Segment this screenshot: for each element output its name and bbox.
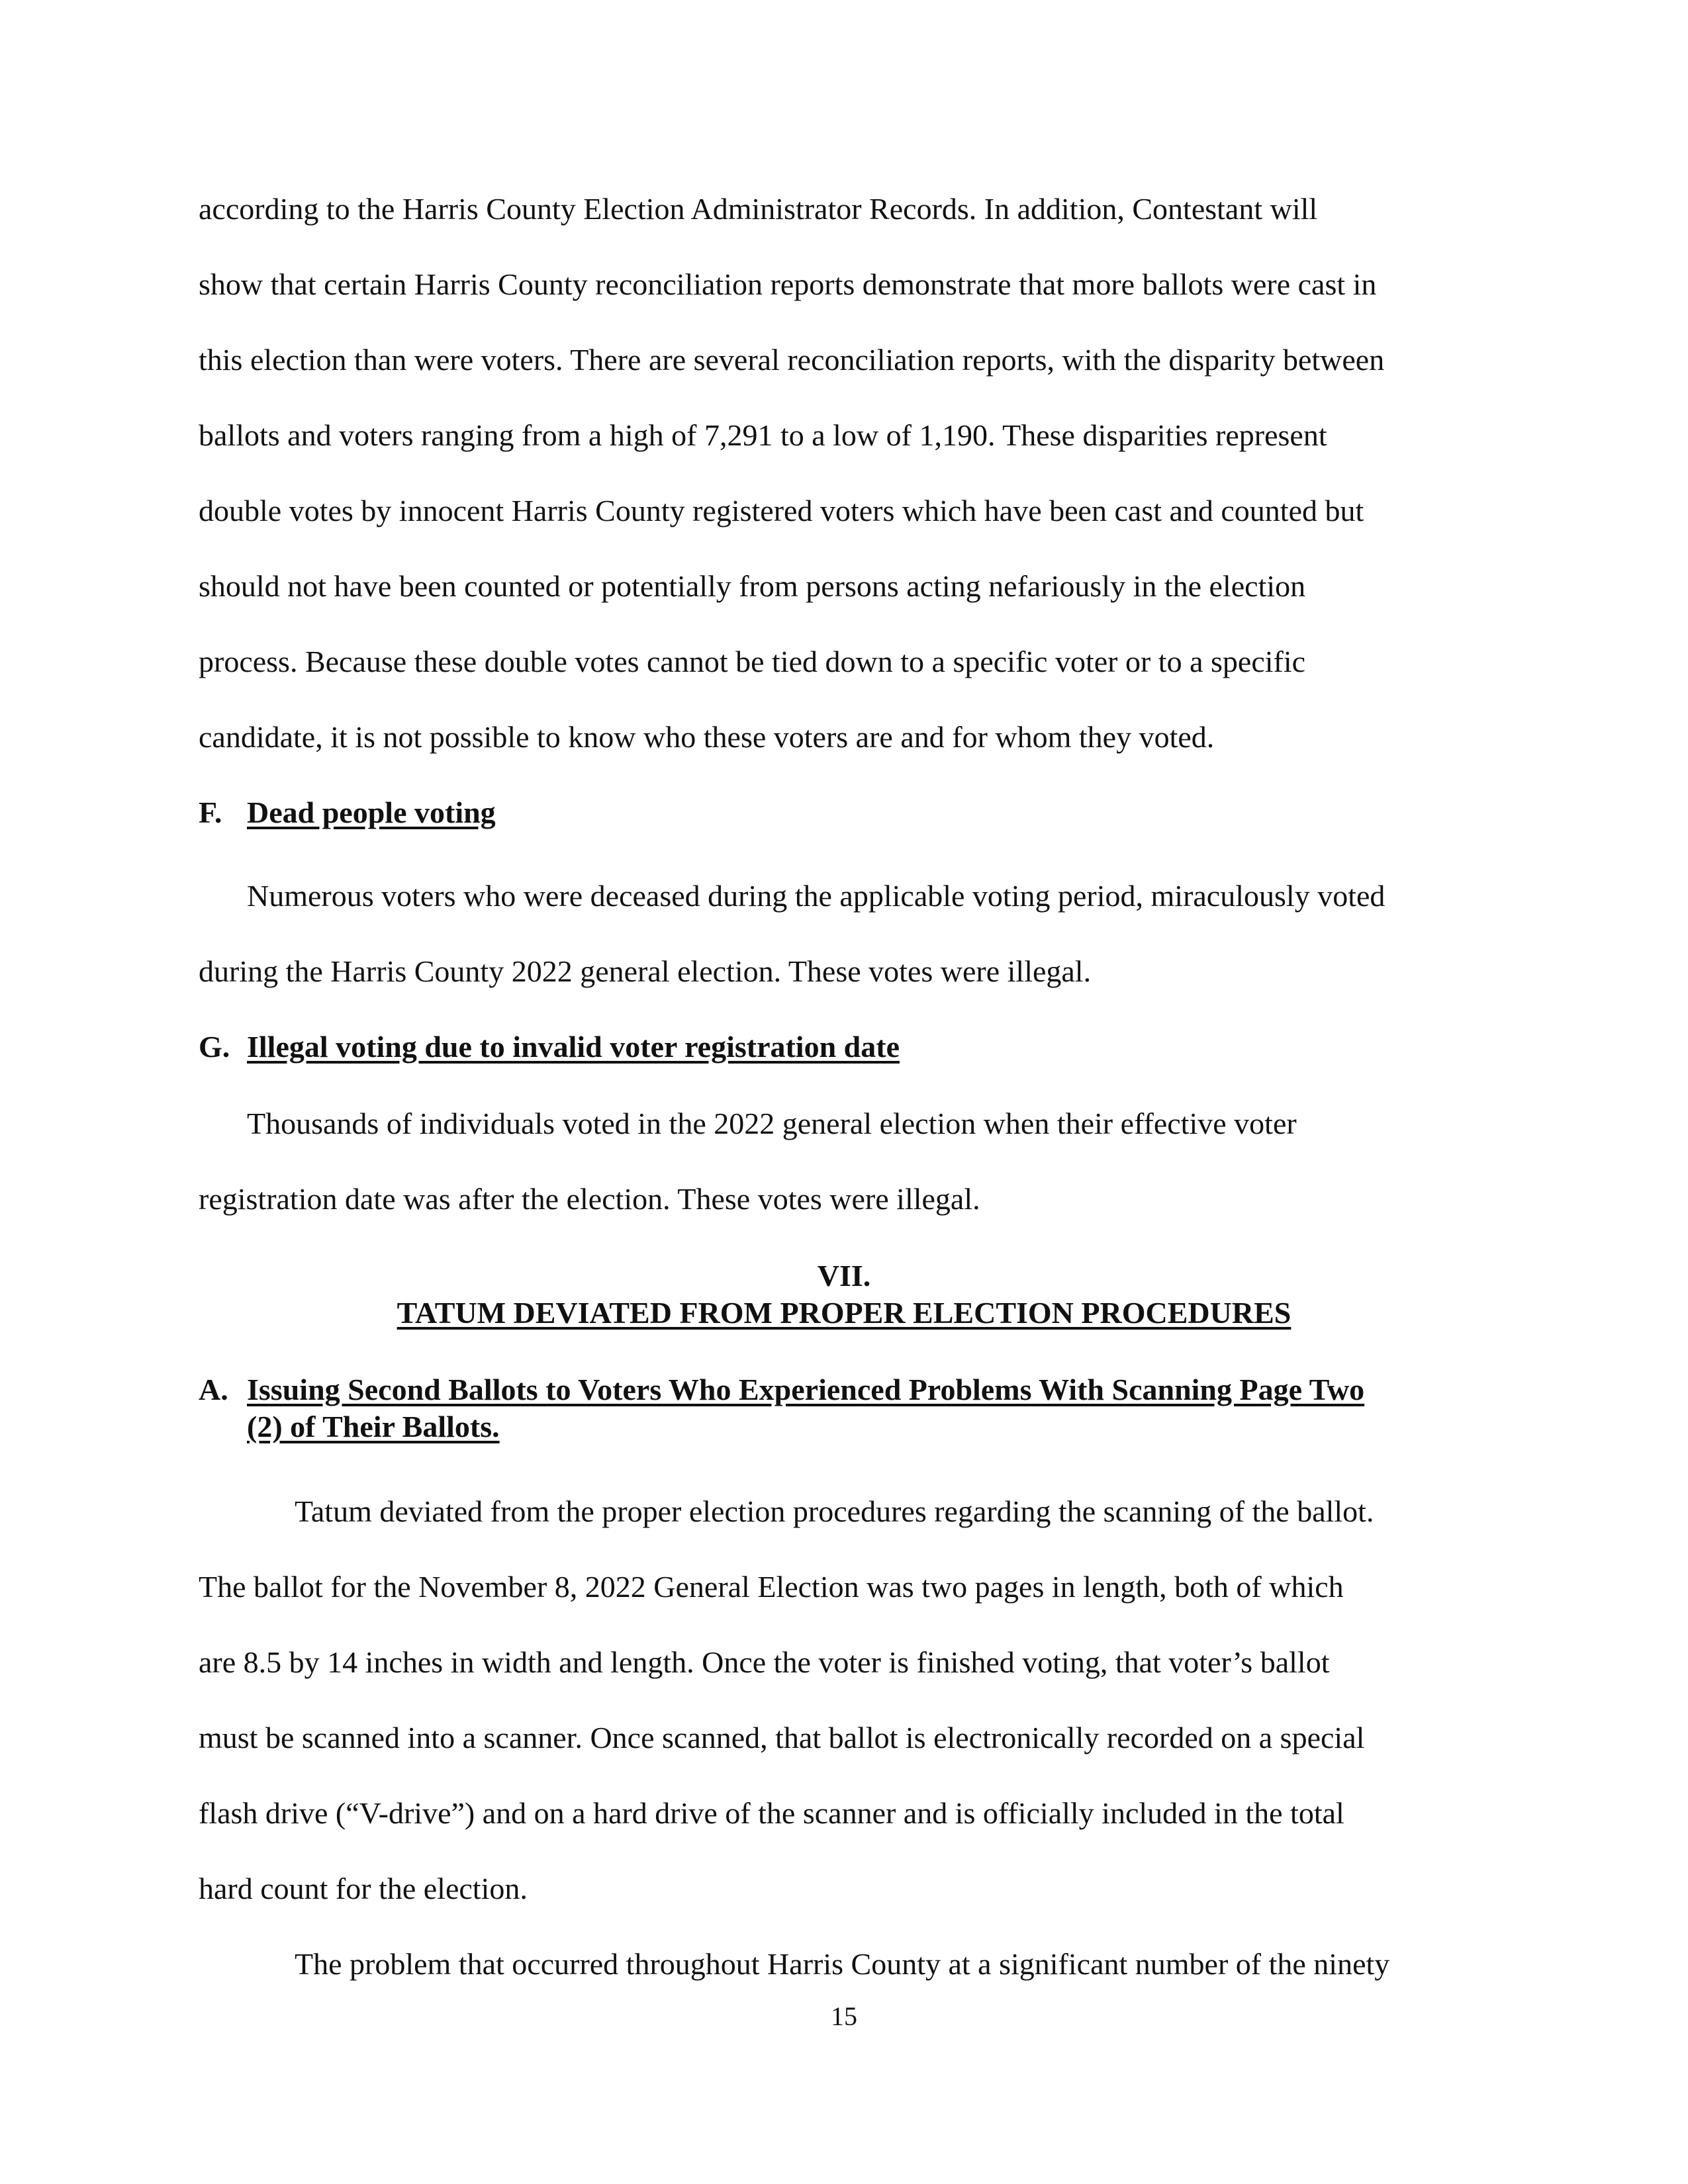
section-a-heading: [199, 1371, 1364, 1408]
section-title: Dead people voting: [247, 796, 496, 829]
body-line: flash drive (“V-drive”) and on a hard drive of the scanner and is officially included in the total: [199, 1796, 1344, 1830]
body-line: registration date was after the election. These votes were illegal.: [199, 1182, 980, 1216]
body-line: ballots and voters ranging from a high of 7,291 to a low of 1,190. These disparities represent: [199, 418, 1327, 452]
part-number: VII.: [817, 1259, 871, 1293]
body-line: during the Harris County 2022 general election. These votes were illegal.: [199, 954, 1092, 988]
body-line: must be scanned into a scanner. Once scanned, that ballot is electronically recorded on a special: [199, 1721, 1365, 1754]
body-line: should not have been counted or potentially from persons acting nefariously in the election: [199, 569, 1306, 603]
part-title-text: TATUM DEVIATED FROM PROPER ELECTION PROCEDURES: [397, 1296, 1291, 1330]
section-letter: G.: [199, 1030, 230, 1064]
body-line: are 8.5 by 14 inches in width and length. Once the voter is finished voting, that voter’s ballot: [199, 1645, 1330, 1679]
part-title: [0, 1295, 1688, 1332]
section-letter: F.: [199, 796, 222, 829]
body-line: candidate, it is not possible to know who these voters are and for whom they voted.: [199, 720, 1215, 754]
page-number: 15: [831, 2001, 857, 2031]
body-line: double votes by innocent Harris County registered voters which have been cast and counted but: [199, 494, 1364, 527]
section-g-heading: [199, 1028, 900, 1066]
body-line: according to the Harris County Election Administrator Records. In addition, Contestant will: [199, 192, 1318, 226]
section-title: Illegal voting due to invalid voter registration date: [247, 1030, 900, 1064]
section-f-heading: [199, 794, 496, 831]
body-line: Numerous voters who were deceased during the applicable voting period, miraculously voted: [247, 879, 1385, 913]
body-line: The ballot for the November 8, 2022 General Election was two pages in length, both of which: [199, 1570, 1344, 1604]
body-line: this election than were voters. There are several reconciliation reports, with the disparity between: [199, 343, 1385, 377]
body-line: process. Because these double votes cannot be tied down to a specific voter or to a specific: [199, 645, 1306, 678]
section-letter: A.: [199, 1373, 228, 1406]
section-title: Issuing Second Ballots to Voters Who Experienced Problems With Scanning Page Two: [247, 1373, 1365, 1406]
body-line: show that certain Harris County reconciliation reports demonstrate that more ballots were cast in: [199, 267, 1377, 301]
body-line: The problem that occurred throughout Harris County at a significant number of the ninety: [295, 1947, 1390, 1981]
section-title-continued: (2) of Their Ballots.: [247, 1410, 500, 1443]
body-line: Thousands of individuals voted in the 2022 general election when their effective voter: [247, 1107, 1297, 1140]
body-line: Tatum deviated from the proper election procedures regarding the scanning of the ballot.: [295, 1494, 1374, 1528]
body-line: hard count for the election.: [199, 1872, 528, 1905]
